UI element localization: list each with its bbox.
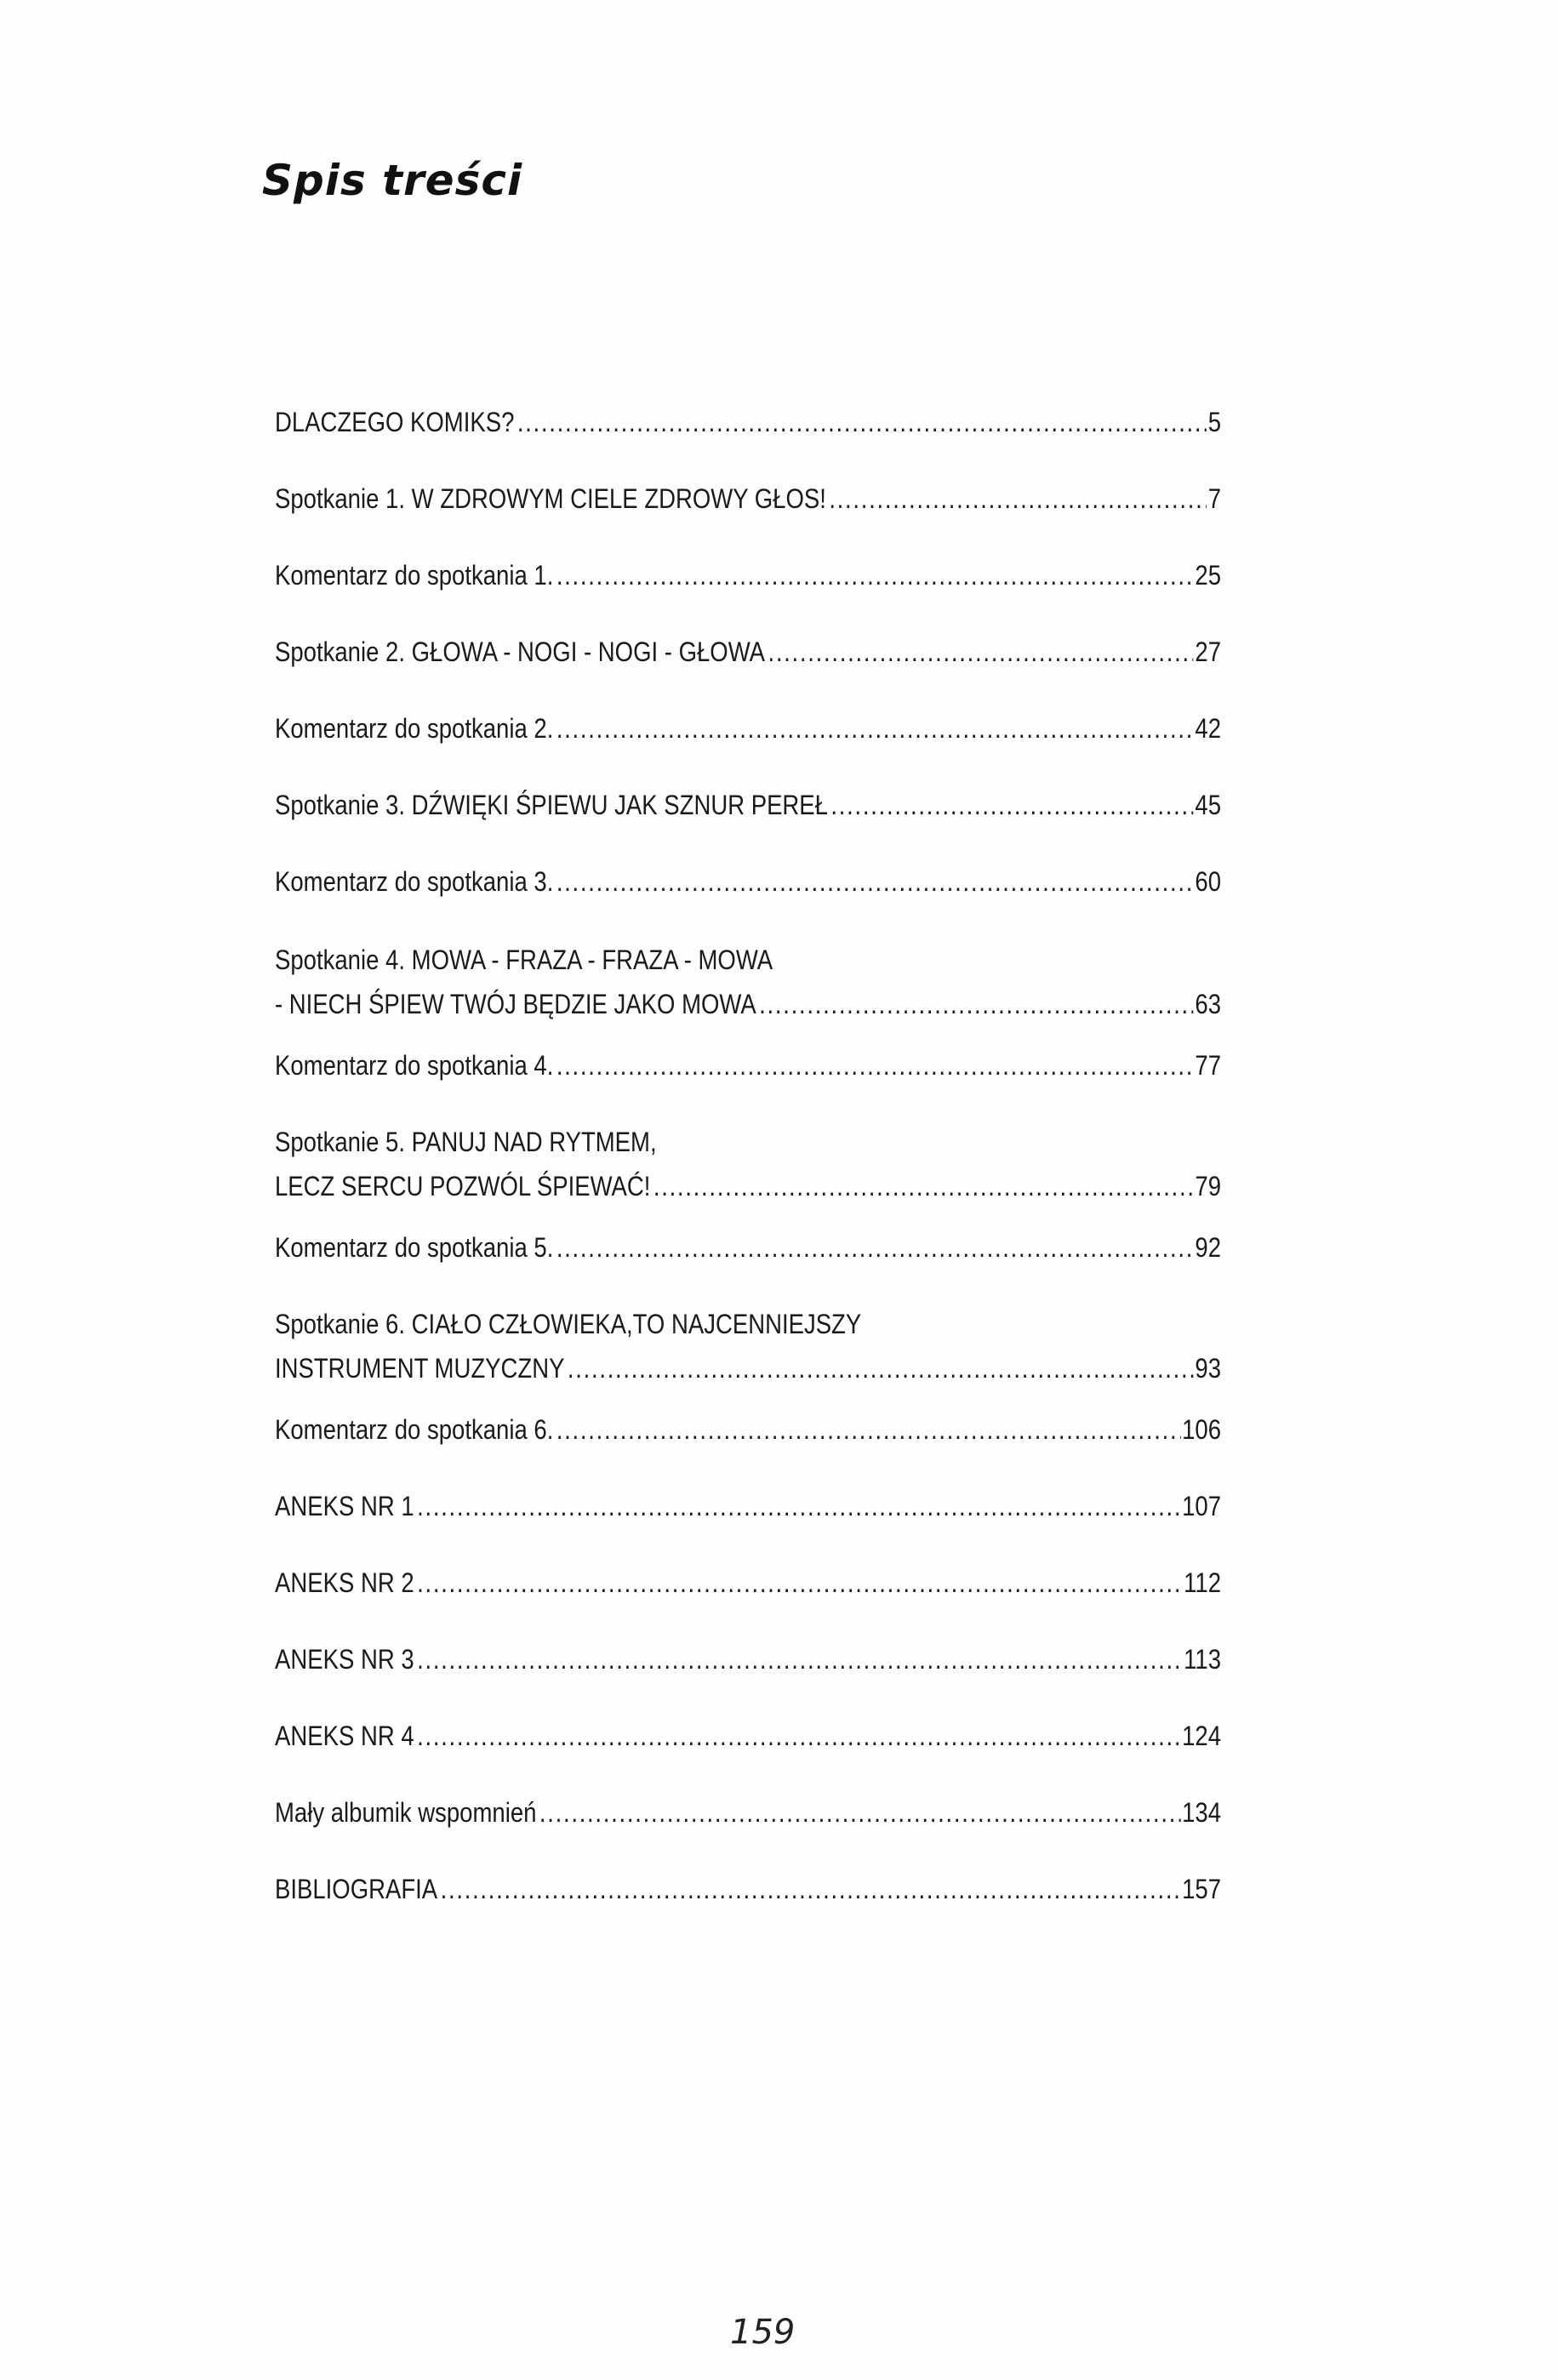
toc-entry-page: 93 [1195, 1353, 1221, 1384]
toc-entry-spotkanie-6[interactable] [275, 1302, 1221, 1390]
toc-entry-title-continued: INSTRUMENT MUZYCZNY [275, 1353, 565, 1384]
toc-entry-page: 134 [1182, 1797, 1221, 1828]
toc-entry-title-continued: LECZ SERCU POZWÓL ŚPIEWAĆ! [275, 1171, 651, 1201]
toc-entry-title: Spotkanie 6. CIAŁO CZŁOWIEKA,TO NAJCENNIEJSZY [275, 1309, 862, 1339]
toc-entry-komentarz-3[interactable] [275, 859, 1221, 904]
toc-entry-aneks-4[interactable] [275, 1714, 1221, 1758]
toc-entry-title: ANEKS NR 3 [275, 1644, 414, 1675]
dot-leader [556, 553, 1194, 597]
toc-entry-spotkanie-4[interactable] [275, 938, 1221, 1026]
toc-entry-title: Komentarz do spotkania 2. [275, 713, 554, 744]
toc-entry-page: 92 [1195, 1232, 1221, 1263]
toc-entry-title: ANEKS NR 1 [275, 1491, 414, 1521]
toc-entry-page: 60 [1195, 866, 1221, 897]
toc-entry-page: 79 [1195, 1171, 1221, 1201]
dot-leader [568, 1346, 1194, 1390]
toc-entry-page: 112 [1184, 1567, 1221, 1598]
toc-entry-page: 124 [1182, 1721, 1221, 1751]
dot-leader [556, 706, 1194, 751]
toc-entry-title: Spotkanie 2. GŁOWA - NOGI - NOGI - GŁOWA [275, 636, 766, 667]
toc-entry-title: Spotkanie 5. PANUJ NAD RYTMEM, [275, 1127, 657, 1157]
toc-entry-title: Mały albumik wspomnień [275, 1797, 537, 1828]
toc-entry-page: 113 [1184, 1644, 1221, 1675]
toc-entry-title: Spotkanie 1. W ZDROWYM CIELE ZDROWY GŁOS! [275, 483, 826, 514]
toc-entry-page: 7 [1207, 483, 1221, 514]
toc-entry-title: ANEKS NR 2 [275, 1567, 414, 1598]
toc-entry-title: BIBLIOGRAFIA [275, 1874, 438, 1904]
toc-entry-page: 106 [1182, 1414, 1221, 1445]
dot-leader [417, 1637, 1182, 1681]
toc-entry-title: ANEKS NR 4 [275, 1721, 414, 1751]
dot-leader [556, 1043, 1194, 1087]
dot-leader [441, 1867, 1181, 1911]
page-title: Spis treści [262, 156, 523, 205]
toc-entry-komentarz-5[interactable] [275, 1225, 1221, 1270]
dot-leader [829, 477, 1207, 521]
toc-entry-title: Komentarz do spotkania 6. [275, 1414, 554, 1445]
toc-entry-aneks-1[interactable] [275, 1484, 1221, 1528]
toc-entry-spotkanie-3[interactable] [275, 783, 1221, 827]
dot-leader [556, 1407, 1181, 1452]
toc-entry-page: 25 [1195, 560, 1221, 591]
toc-entry-page: 157 [1182, 1874, 1221, 1904]
dot-leader [417, 1484, 1180, 1528]
toc-entry-komentarz-4[interactable] [275, 1043, 1221, 1087]
toc-entry-aneks-2[interactable] [275, 1561, 1221, 1605]
toc-entry-dlaczego-komiks[interactable] [275, 400, 1221, 444]
dot-leader [539, 1790, 1180, 1835]
toc-entry-page: 77 [1195, 1050, 1221, 1081]
toc-entry-spotkanie-2[interactable] [275, 630, 1221, 674]
toc-entry-title: Spotkanie 3. DŹWIĘKI ŚPIEWU JAK SZNUR PEREŁ [275, 790, 828, 820]
dot-leader [417, 1561, 1182, 1605]
dot-leader [768, 630, 1193, 674]
toc-entry-title: DLACZEGO KOMIKS? [275, 407, 515, 437]
toc-entry-spotkanie-5[interactable] [275, 1120, 1221, 1208]
toc-entry-title: Komentarz do spotkania 4. [275, 1050, 554, 1081]
toc-entry-page: 63 [1195, 989, 1221, 1019]
toc-entry-title: Komentarz do spotkania 1. [275, 560, 554, 591]
toc-entry-aneks-3[interactable] [275, 1637, 1221, 1681]
toc-entry-title: Spotkanie 4. MOWA - FRAZA - FRAZA - MOWA [275, 945, 773, 975]
toc-entry-page: 5 [1207, 407, 1221, 437]
toc-entry-title: Komentarz do spotkania 3. [275, 866, 554, 897]
dot-leader [759, 982, 1194, 1026]
page-number: 159 [730, 2313, 796, 2352]
toc-entry-komentarz-6[interactable] [275, 1407, 1221, 1452]
toc-entry-komentarz-2[interactable] [275, 706, 1221, 751]
toc-entry-page: 45 [1195, 790, 1221, 820]
toc-entry-spotkanie-1[interactable] [275, 477, 1221, 521]
dot-leader [830, 783, 1193, 827]
toc-entry-maly-albumik[interactable] [275, 1790, 1221, 1835]
dot-leader [417, 1714, 1180, 1758]
dot-leader [517, 400, 1207, 444]
toc-entry-page: 27 [1195, 636, 1221, 667]
toc-entry-page: 42 [1195, 713, 1221, 744]
toc-entry-title: Komentarz do spotkania 5. [275, 1232, 554, 1263]
dot-leader [556, 1225, 1194, 1270]
dot-leader [653, 1164, 1194, 1208]
dot-leader [556, 859, 1194, 904]
toc-entry-page: 107 [1182, 1491, 1221, 1521]
toc-entry-bibliografia[interactable] [275, 1867, 1221, 1911]
toc-entry-title-continued: - NIECH ŚPIEW TWÓJ BĘDZIE JAKO MOWA [275, 989, 756, 1019]
toc-entry-komentarz-1[interactable] [275, 553, 1221, 597]
